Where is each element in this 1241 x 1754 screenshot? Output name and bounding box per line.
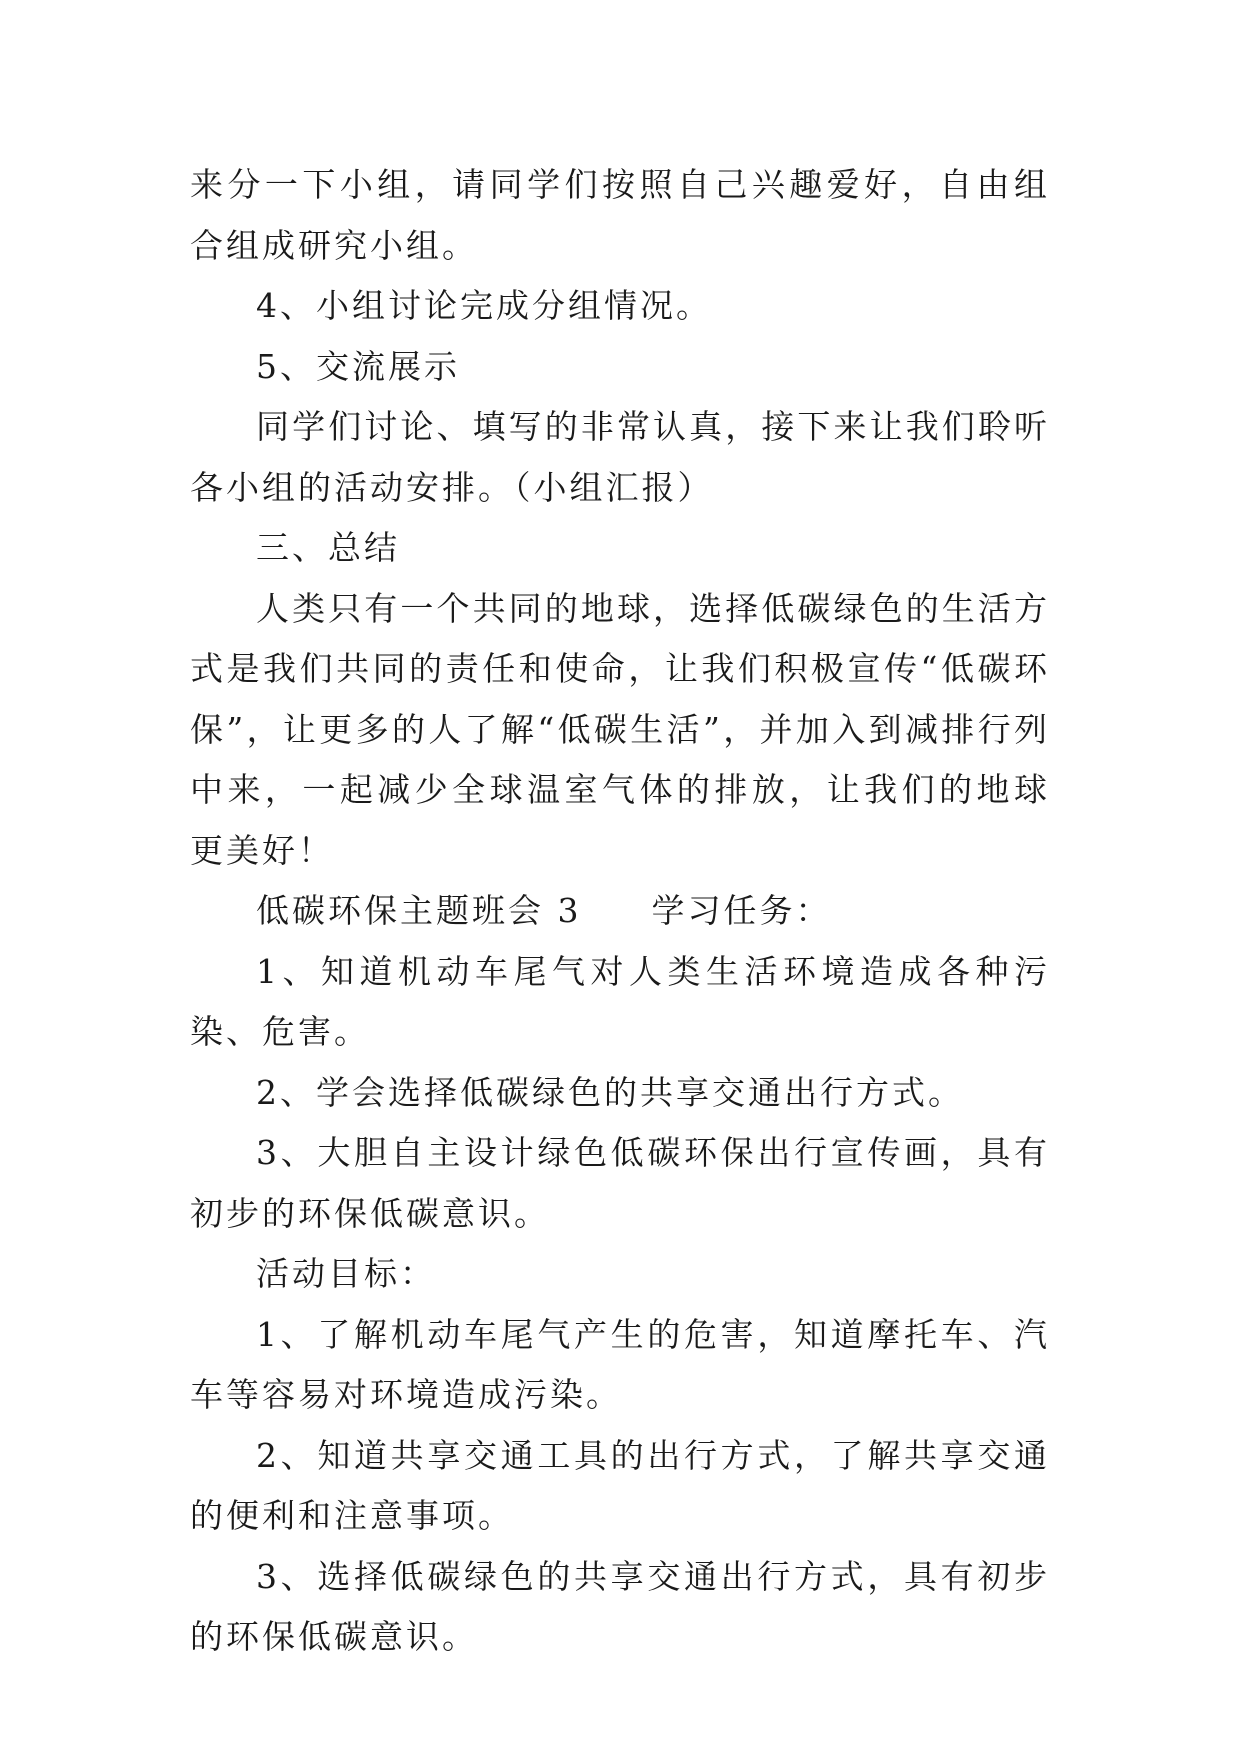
paragraph-continued: 来分一下小组，请同学们按照自己兴趣爱好，自由组合组成研究小组。 xyxy=(190,165,1050,265)
paragraph-discussion: 同学们讨论、填写的非常认真，接下来让我们聆听各小组的活动安排。（小组汇报） xyxy=(190,407,1050,507)
task-item: 3、大胆自主设计绿色低碳环保出行宣传画，具有初步的环保低碳意识。 xyxy=(190,1133,1050,1233)
section-subtitle: 学习任务： xyxy=(651,891,832,930)
paragraph-summary: 人类只有一个共同的地球，选择低碳绿色的生活方式是我们共同的责任和使命，让我们积极宣传“低碳环保”，让更多的人了解“低碳生活”，并加入到减排行列中来，一起减少全球温室气体的排放，让我们的地球更美好！ xyxy=(190,588,1050,870)
step-5: 5、交流展示 xyxy=(256,346,460,386)
section-heading xyxy=(190,881,1050,942)
document-body xyxy=(190,155,1050,1668)
task-item: 2、学会选择低碳绿色的共享交通出行方式。 xyxy=(256,1072,964,1112)
goal-item: 3、选择低碳绿色的共享交通出行方式，具有初步的环保低碳意识。 xyxy=(190,1556,1050,1656)
task-item: 1、知道机动车尾气对人类生活环境造成各种污染、危害。 xyxy=(190,951,1050,1051)
goals-heading: 活动目标： xyxy=(256,1254,436,1293)
heading-summary: 三、总结 xyxy=(256,528,400,567)
step-4: 4、小组讨论完成分组情况。 xyxy=(256,286,712,325)
goal-item: 1、了解机动车尾气产生的危害，知道摩托车、汽车等容易对环境造成污染。 xyxy=(190,1314,1050,1414)
goal-item: 2、知道共享交通工具的出行方式，了解共享交通的便利和注意事项。 xyxy=(190,1435,1050,1535)
section-title: 低碳环保主题班会 3 xyxy=(256,891,582,930)
